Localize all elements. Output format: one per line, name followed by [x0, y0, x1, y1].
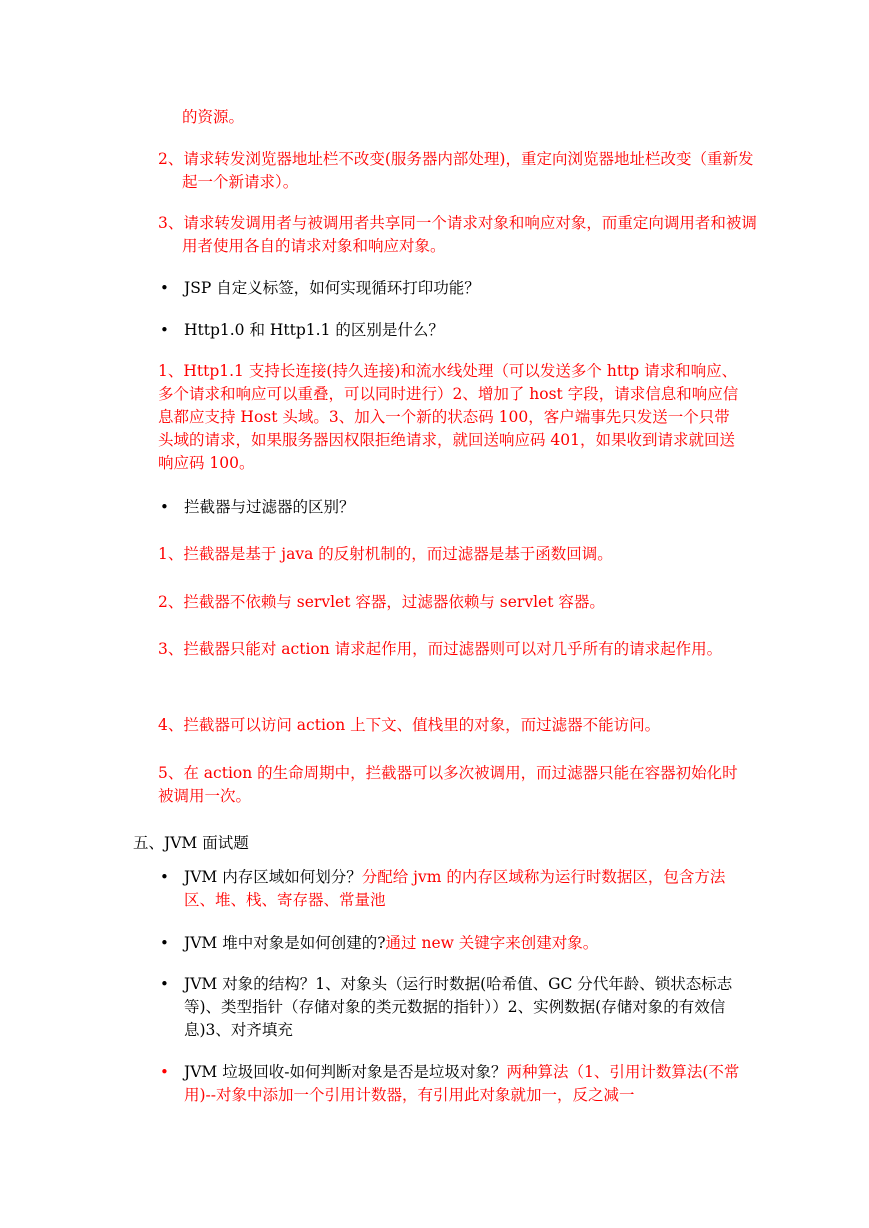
question-text: JVM 内存区域如何划分？ [184, 868, 362, 886]
interceptor-point-3: 3、拦截器只能对 action 请求起作用，而过滤器则可以对几乎所有的请求起作用。 [158, 640, 723, 658]
answer-text: 分配给 jvm 的内存区域称为运行时数据区，包含方法区、堆、栈、寄存器、常量池 [184, 868, 726, 909]
question-text: 拦截器与过滤器的区别？ [184, 498, 355, 516]
jvm-question-2 [158, 932, 742, 955]
question-text: Http1.0 和 Http1.1 的区别是什么？ [184, 321, 444, 339]
interceptor-point-1: 1、拦截器是基于 java 的反射机制的，而过滤器是基于函数回调。 [158, 545, 613, 563]
bullet-icon: • [160, 975, 169, 993]
bullet-icon: • [160, 321, 169, 339]
jvm-question-4 [158, 1061, 742, 1107]
jvm-question-3 [158, 973, 742, 1042]
answer-text: 通过 new 关键字来创建对象。 [385, 934, 599, 952]
redirect-continuation: 的资源。 [182, 108, 245, 126]
interceptor-point-4: 4、拦截器可以访问 action 上下文、值栈里的对象，而过滤器不能访问。 [158, 716, 661, 734]
question-text: JVM 对象的结构？1、对象头（运行时数据(哈希值、GC 分代年龄、锁状态标志等)、类型指针（存储对象的类元数据的指针））2、实例数据(存储对象的有效信息)3、对齐填充 [184, 975, 733, 1039]
question-text: JVM 垃圾回收-如何判断对象是否是垃圾对象？ [184, 1063, 507, 1081]
question-interceptor [158, 496, 742, 519]
jvm-question-1 [158, 866, 742, 912]
interceptor-point-5: 5、在 action 的生命周期中，拦截器可以多次被调用，而过滤器只能在容器初始化时被调用一次。 [158, 764, 738, 805]
bullet-icon: • [160, 498, 169, 516]
bullet-icon: • [160, 868, 169, 886]
redirect-point-3: 3、请求转发调用者与被调用者共享同一个请求对象和响应对象，而重定向调用者和被调用者使用各自的请求对象和响应对象。 [158, 214, 757, 255]
section-title: 五、JVM 面试题 [133, 834, 249, 852]
answer-text: 两种算法（1、引用计数算法(不常用)--对象中添加一个引用计数器，有引用此对象就加一，反之减一 [184, 1063, 740, 1104]
question-text: JVM 堆中对象是如何创建的? [184, 934, 386, 952]
answer-http: 1、Http1.1 支持长连接(持久连接)和流水线处理（可以发送多个 http 请求和响应、多个请求和响应可以重叠，可以同时进行）2、增加了 host 字段，请求信息和响应信息都应支持 Host 头域。3、加入一个新的状态码 100，客户端事先只发送一个只带头域的请求，如果服务器因权限拒绝请求，就回送响应码 401，如果收到请求就回送响应码 100。 [158, 362, 739, 472]
interceptor-point-2: 2、拦截器不依赖与 servlet 容器，过滤器依赖与 servlet 容器。 [158, 593, 605, 611]
question-http [158, 319, 742, 342]
question-jsp [158, 277, 742, 300]
bullet-icon: • [160, 1063, 169, 1081]
question-text: JSP 自定义标签，如何实现循环打印功能？ [184, 279, 480, 297]
redirect-point-2: 2、请求转发浏览器地址栏不改变(服务器内部处理)，重定向浏览器地址栏改变（重新发起一个新请求）。 [158, 150, 754, 191]
bullet-icon: • [160, 934, 169, 952]
bullet-icon: • [160, 279, 169, 297]
